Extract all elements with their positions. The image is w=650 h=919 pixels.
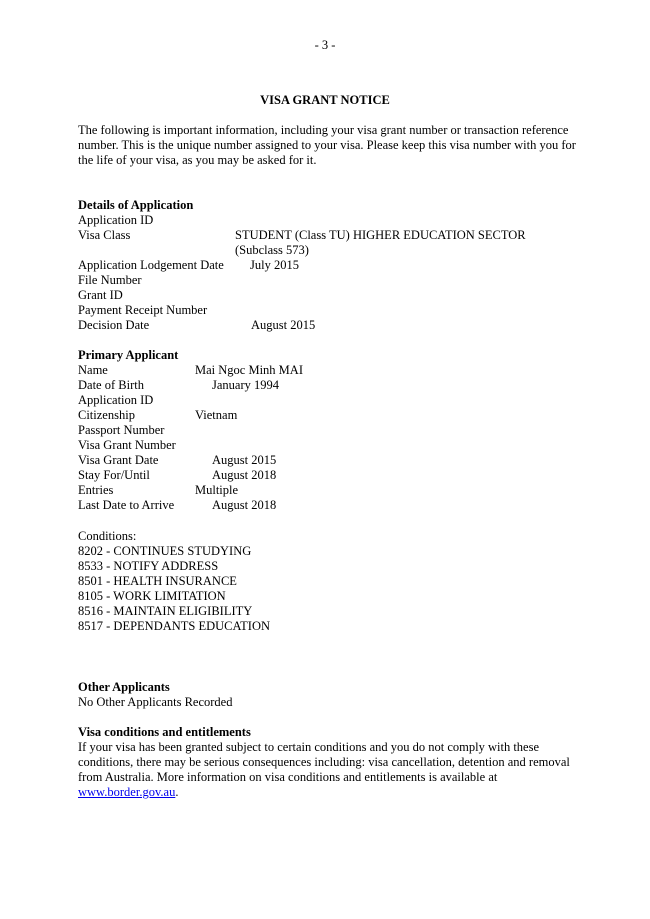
details-heading: Details of Application [78, 198, 194, 212]
primary-row [78, 438, 578, 453]
visa-conditions-text: If your visa has been granted subject to certain conditions and you do not comply with these conditions, there may be serious consequences including: visa cancellation, detention and removal from Australia. More information on visa conditions and entitlements is available at [78, 740, 570, 784]
detail-value: STUDENT (Class TU) HIGHER EDUCATION SECTOR [235, 228, 526, 242]
primary-label: Date of Birth [78, 378, 144, 392]
detail-label: Application ID [78, 213, 154, 227]
detail-row [78, 288, 578, 303]
primary-row [78, 453, 578, 468]
detail-label: File Number [78, 273, 142, 287]
other-applicants-heading: Other Applicants [78, 680, 170, 694]
primary-heading: Primary Applicant [78, 348, 179, 362]
detail-row [78, 213, 578, 228]
visa-conditions-section [78, 725, 578, 800]
condition-item: 8516 - MAINTAIN ELIGIBILITY [78, 604, 253, 618]
primary-row [78, 408, 578, 423]
condition-item: 8533 - NOTIFY ADDRESS [78, 559, 219, 573]
detail-label: Application Lodgement Date [78, 258, 224, 272]
primary-value: Mai Ngoc Minh MAI [195, 363, 303, 377]
primary-label: Name [78, 363, 108, 377]
primary-value: August 2018 [212, 498, 277, 512]
intro-paragraph: The following is important information, including your visa grant number or transaction reference number. This is the unique number assigned to your visa. Please keep this visa number with you for the life of your visa, as you may be asked for it. [78, 123, 576, 167]
sentence-period: . [175, 785, 179, 799]
detail-label: Payment Receipt Number [78, 303, 208, 317]
page-number: - 3 - [314, 38, 336, 52]
primary-label: Visa Grant Number [78, 438, 176, 452]
primary-value: January 1994 [212, 378, 279, 392]
primary-label: Citizenship [78, 408, 135, 422]
detail-row [78, 258, 578, 273]
primary-value: August 2018 [212, 468, 277, 482]
condition-item: 8501 - HEALTH INSURANCE [78, 574, 237, 588]
conditions-heading: Conditions: [78, 529, 137, 543]
condition-item: 8517 - DEPENDANTS EDUCATION [78, 619, 271, 633]
detail-row [78, 303, 578, 318]
primary-value: August 2015 [212, 453, 277, 467]
primary-value: Multiple [195, 483, 239, 497]
detail-value: August 2015 [251, 318, 316, 332]
primary-applicant-section [78, 348, 578, 513]
detail-row [78, 228, 578, 243]
visa-conditions-heading: Visa conditions and entitlements [78, 725, 251, 739]
primary-label: Last Date to Arrive [78, 498, 175, 512]
primary-row [78, 483, 578, 498]
detail-row [78, 318, 578, 333]
detail-label: Grant ID [78, 288, 123, 302]
primary-label: Visa Grant Date [78, 453, 159, 467]
condition-item: 8105 - WORK LIMITATION [78, 589, 226, 603]
primary-row [78, 363, 578, 378]
conditions-section [78, 529, 578, 634]
visa-conditions-paragraph [78, 740, 578, 800]
detail-value: (Subclass 573) [235, 243, 309, 257]
primary-value: Vietnam [195, 408, 238, 422]
detail-row [78, 243, 578, 258]
primary-label: Application ID [78, 393, 154, 407]
primary-label: Entries [78, 483, 114, 497]
primary-row [78, 378, 578, 393]
primary-row [78, 393, 578, 408]
detail-value: July 2015 [250, 258, 299, 272]
detail-label: Decision Date [78, 318, 150, 332]
border-website-link[interactable]: www.border.gov.au [78, 785, 176, 799]
primary-row [78, 468, 578, 483]
detail-label: Visa Class [78, 228, 131, 242]
primary-label: Stay For/Until [78, 468, 150, 482]
primary-label: Passport Number [78, 423, 165, 437]
condition-item: 8202 - CONTINUES STUDYING [78, 544, 252, 558]
detail-row [78, 273, 578, 288]
primary-row [78, 423, 578, 438]
other-applicants-section [78, 680, 578, 710]
other-applicants-text: No Other Applicants Recorded [78, 695, 233, 709]
page-title: VISA GRANT NOTICE [260, 93, 390, 107]
details-of-application-section [78, 198, 578, 333]
primary-row [78, 498, 578, 513]
